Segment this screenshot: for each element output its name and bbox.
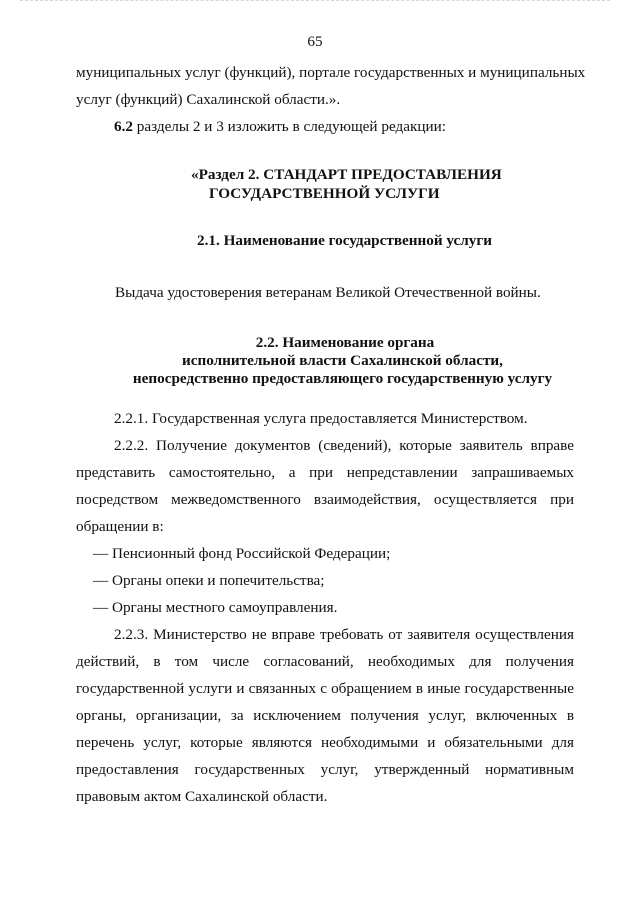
paragraph-line: посредством межведомственного взаимодействия, осуществляется при (76, 491, 574, 508)
service-name: Выдача удостоверения ветеранам Великой Отечественной войны. (115, 284, 541, 301)
paragraph-line: обращении в: (76, 518, 164, 535)
paragraph-line: 2.2.2. Получение документов (сведений), которые заявитель вправе (114, 437, 574, 454)
paragraph-line: предоставления государственных услуг, утвержденный нормативным (76, 761, 574, 778)
paragraph-line: 2.2.1. Государственная услуга предоставляется Министерством. (114, 410, 528, 427)
subsection-title: 2.1. Наименование государственной услуги (197, 232, 493, 249)
subsection-title: 2.2. Наименование органа (255, 334, 435, 351)
amendment-text: разделы 2 и 3 изложить в следующей редакции: (132, 118, 446, 135)
scan-artifact (20, 0, 610, 3)
list-item: — Органы местного самоуправления. (93, 599, 338, 616)
amendment-number: 6.2 (114, 118, 133, 135)
paragraph-line: органы, организации, за исключением получения услуг, включенных в (76, 707, 574, 724)
list-item: — Органы опеки и попечительства; (93, 572, 325, 589)
subsection-title: исполнительной власти Сахалинской области, (182, 352, 503, 369)
amendment-line (114, 118, 574, 136)
paragraph-line: государственной услуги и связанных с обращением в иные государственные (76, 680, 574, 697)
text-line: муниципальных услуг (функций), портале государственных и муниципальных (76, 64, 586, 81)
subsection-title: непосредственно предоставляющего государственную услугу (132, 370, 553, 387)
page-number: 65 (307, 33, 323, 50)
text-line: услуг (функций) Сахалинской области.». (76, 91, 341, 108)
paragraph-line: перечень услуг, которые являются необходимыми и обязательными для (76, 734, 574, 751)
section-title: ГОСУДАРСТВЕННОЙ УСЛУГИ (209, 185, 440, 202)
paragraph-line: представить самостоятельно, а при непредставлении запрашиваемых (76, 464, 574, 481)
section-title: «Раздел 2. СТАНДАРТ ПРЕДОСТАВЛЕНИЯ (191, 166, 502, 183)
paragraph-line: 2.2.3. Министерство не вправе требовать от заявителя осуществления (114, 626, 574, 643)
paragraph-line: правовым актом Сахалинской области. (76, 788, 328, 805)
list-item: — Пенсионный фонд Российской Федерации; (93, 545, 391, 562)
paragraph-line: действий, в том числе согласований, необходимых для получения (76, 653, 574, 670)
